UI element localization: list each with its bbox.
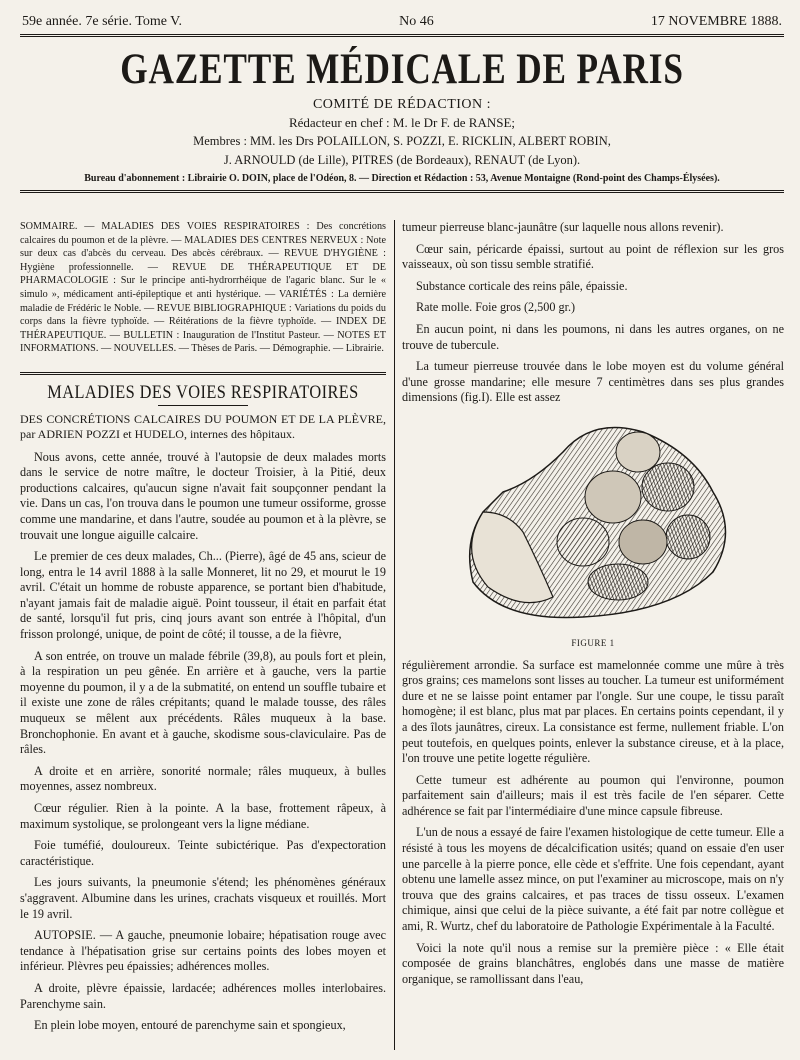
right-paragraph: Voici la note qu'il nous a remise sur la première pièce : « Elle était composée de grains blanchâtres, englobés dans une masse de matière organique, se ramollissant dans l'eau, — [402, 940, 784, 986]
right-paragraph: tumeur pierreuse blanc-jaunâtre (sur laquelle nous allons revenir). — [402, 220, 724, 234]
editor-line: Rédacteur en chef : M. le Dr F. de RANSE; — [288, 115, 516, 130]
issue-line — [20, 14, 784, 30]
left-column — [20, 220, 386, 1040]
section-title: MALADIES DES VOIES RESPIRATOIRES — [47, 381, 359, 403]
left-paragraph: AUTOPSIE. — A gauche, pneumonie lobaire; hépatisation rouge avec tendance à l'hépatisation grise sur certains points des lobes moyen et inférieur. Plèvres peu épaissies; adhérences molles. — [20, 928, 386, 974]
right-paragraph: La tumeur pierreuse trouvée dans le lobe moyen est du volume général d'une grosse mandarine; elle mesure 7 centimètres dans ses plus grandes dimensions (fig.I). Elle est assez — [402, 359, 784, 405]
members-line-2: J. ARNOULD (de Lille), PITRES (de Bordeaux), RENAUT (de Lyon). — [223, 153, 581, 167]
summary-block: SOMMAIRE. — MALADIES DES VOIES RESPIRATOIRES : Des concrétions calcaires du poumon et de la plèvre. — MALADIES DES CENTRES NERVEUX : Note sur deux cas d'abcès du cerveau. Des abcès cérébraux. — REVUE D'HYGIÈNE : Hygiène professionnelle. — REVUE DE THÉRAPEUTIQUE ET DE PHARMACOLOGIE : Sur le principe anti-hydrorrhéique de l'agaric blanc. Sur le « simulo », médicament anti-épileptique et anti hystérique. — VARIÉTÉS : La dernière maladie de Frédéric le Noble. — REVUE BIBLIOGRAPHIQUE : Variations du poids du corps dans la fièvre typhoïde. — Réitérations de la fièvre typhoïde. — INDEX DE THÉRAPEUTIQUE. — BULLETIN : Inauguration de l'Institut Pasteur. — NOTES ET INFORMATIONS. — NOUVELLES. — Thèses de Paris. — Démographie. — Librairie. — [20, 221, 386, 355]
left-paragraph: A droite et en arrière, sonorité normale; râles muqueux, à bulles moyennes, assez nombreux. — [20, 763, 386, 794]
right-paragraph: Rate molle. Foie gros (2,500 gr.) — [416, 300, 576, 315]
left-paragraph: Foie tuméfié, douloureux. Teinte subictérique. Pas d'expectoration caractéristique. — [20, 838, 386, 868]
left-paragraph: Les jours suivants, la pneumonie s'étend; les phénomènes généraux s'aggravent. Albumine dans les urines, crachats visqueux et rouillés. Mort le 19 avril. — [20, 875, 386, 921]
right-paragraph: régulièrement arrondie. Sa surface est mamelonnée comme une mûre à très gros grains; ces mamelons sont lisses au toucher. La tumeur est uniformément dure et ne se laisse point entamer par l'ongle. Sur une coupe, le tissu paraît homogène; il est blanc, plus mat par places. En certains points cependant, il y a des îlots jaunâtres, cireux. La consistance est ferme, nullement friable. L'on peut toutefois, en quelques points, enlever la substance cireuse, et à la place, l'on trouve une petite logette régulière. — [402, 657, 784, 766]
right-paragraph: Cœur sain, péricarde épaissi, surtout au point de réflexion sur les gros vaisseaux, où son tissu semble stratifié. — [402, 241, 784, 272]
masthead-title: GAZETTE MÉDICALE DE PARIS — [120, 46, 684, 93]
right-paragraph: L'un de nous a essayé de faire l'examen histologique de cette tumeur. Elle a résisté à tous les moyens de décalcification usités; quand on essaie d'en user une parcelle à la pierre ponce, elle cède et s'effrite. Une fois cependant, ayant obtenu une lamelle assez mince, on put l'examiner au microscope, mais on n'y trouva que des grains calcaires, et pas traces de tissu osseux. L'examen chimique, ainsi que celui de la pièce suivante, a été fait par notre collègue et ami, R. Wurtz, chef du laboratoire de Pathologie Expérimentale à la Faculté. — [402, 825, 784, 934]
left-paragraph: En plein lobe moyen, entouré de parenchyme sain et spongieux, — [34, 1018, 346, 1033]
left-paragraph: Cœur régulier. Rien à la pointe. A la base, frottement râpeux, à maximum systolique, se prolongeant vers la ligne médiane. — [20, 801, 386, 831]
left-paragraph: A son entrée, on trouve un malade fébrile (39,8), au pouls fort et plein, à la respiration un peu gênée. En arrière et à gauche, vers la partie moyenne du poumon, il y a de la submatité, on entend un souffle tubaire et il existe une zone de râles crépitants; quand le malade tousse, des râles muqueux se mêlent aux précédents. Râles muqueux à la base. Bronchophonie. En avant et à gauche, skodisme sous-claviculaire. Pas de râles. — [20, 648, 386, 757]
tumor-illustration — [443, 412, 743, 632]
masthead-rule — [20, 190, 784, 193]
article-columns — [20, 220, 784, 1050]
bureau-line: Bureau d'abonnement : Librairie O. DOIN, place de l'Odéon, 8. — Direction et Rédaction : 53, Avenue Montaigne (Rond-point des Champs-Élysées). — [84, 173, 720, 184]
right-column — [402, 220, 784, 993]
header-rule — [20, 34, 784, 37]
issue-volume: 59e année. 7e série. Tome V. — [22, 14, 182, 29]
left-paragraph: A droite, plèvre épaissie, lardacée; adhérences molles interlobaires. Parenchyme sain. — [20, 980, 386, 1011]
column-divider — [394, 220, 395, 1050]
left-paragraph: Le premier de ces deux malades, Ch... (Pierre), âgé de 45 ans, scieur de long, entra le 14 avril 1888 à la salle Monneret, lit no 29, et mourut le 19 avril. C'était un homme de robuste apparence, se portant bien d'habitude, n'ayant jamais fait de maladie aiguë. Point tousseur, il était en parfait état de santé, lorsqu'il fut pris, cinq jours avant son entrée à l'hôpital, d'un frisson prolongé, unique, de point de côté; il tousse, a de la fièvre, — [20, 549, 386, 642]
members-line-1: Membres : MM. les Drs POLAILLON, S. POZZI, E. RICKLIN, ALBERT ROBIN, — [193, 134, 611, 148]
left-paragraph: Nous avons, cette année, trouvé à l'autopsie de deux malades morts dans le service de notre maître, le docteur Troisier, à la Pitié, deux productions calcaires, qu'aucun signe n'avait fait soupçonner pendant la vie. Dans un cas, l'on trouva dans le poumon une tumeur ossiforme, grosse comme une mandarine, et dans l'autre, soudée au poumon et à la plèvre, se trouvait une longue aiguille calcaire. — [20, 449, 386, 542]
right-paragraph: Substance corticale des reins pâle, épaissie. — [416, 278, 628, 293]
issue-date: 17 NOVEMBRE 1888. — [650, 14, 782, 29]
issue-number: No 46 — [399, 14, 434, 29]
right-paragraph: Cette tumeur est adhérente au poumon qui l'environne, poumon parfaitement sain d'ailleurs; mais il est très facile de l'en séparer. Cette adhérence se fait par l'intermédiaire d'une mince capsule fibreuse. — [402, 772, 784, 818]
article-title: DES CONCRÉTIONS CALCAIRES DU POUMON ET DE LA PLÈVRE, par ADRIEN POZZI et HUDELO, internes des hôpitaux. — [20, 411, 386, 441]
summary-rule — [20, 372, 386, 375]
committee-heading: COMITÉ DE RÉDACTION : — [312, 97, 492, 112]
newspaper-page — [20, 14, 784, 1054]
section-rule — [158, 405, 248, 406]
right-paragraph: En aucun point, ni dans les poumons, ni dans les autres organes, on ne trouve de tubercule. — [402, 321, 784, 352]
figure-caption: FIGURE 1 — [571, 637, 615, 648]
